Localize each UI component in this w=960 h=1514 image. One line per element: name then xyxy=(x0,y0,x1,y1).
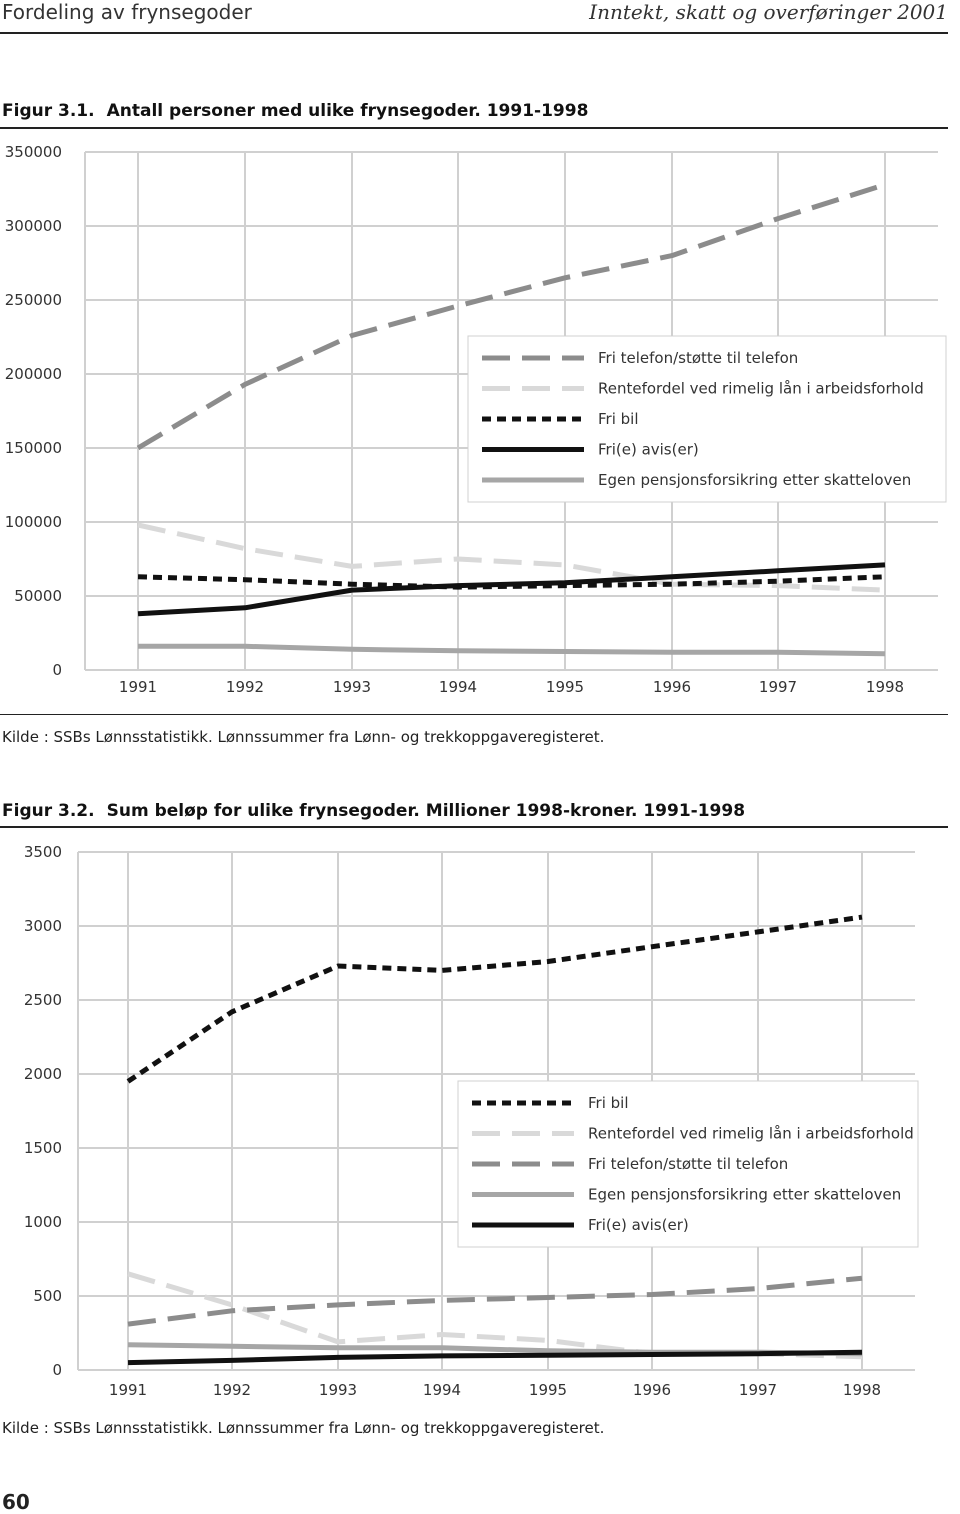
legend-label-4: Egen pensjonsforsikring etter skatteloven xyxy=(598,471,912,489)
page-header xyxy=(0,0,948,34)
legend-label-1: Rentefordel ved rimelig lån i arbeidsforhold xyxy=(588,1124,914,1143)
y-tick-label: 50000 xyxy=(14,587,62,605)
y-tick-label: 2500 xyxy=(23,991,62,1009)
x-tick-label: 1991 xyxy=(108,1381,148,1399)
y-tick-label: 350000 xyxy=(4,143,62,161)
legend-label-2: Fri telefon/støtte til telefon xyxy=(588,1155,789,1173)
page-number: 60 xyxy=(2,1490,30,1514)
x-tick-label: 1992 xyxy=(212,1381,252,1399)
x-tick-label: 1998 xyxy=(842,1381,882,1399)
y-tick-label: 3500 xyxy=(23,843,62,861)
x-tick-label: 1994 xyxy=(438,678,478,696)
x-tick-label: 1993 xyxy=(332,678,372,696)
figure-1-source: Kilde : SSBs Lønnsstatistikk. Lønnssummer fra Lønn- og trekkoppgaveregisteret. xyxy=(2,728,605,746)
legend-label-0: Fri telefon/støtte til telefon xyxy=(598,349,799,367)
legend-label-3: Egen pensjonsforsikring etter skatteloven xyxy=(588,1185,902,1204)
y-tick-label: 100000 xyxy=(4,513,62,531)
figure-2-chart xyxy=(0,840,960,1410)
figure-1-source-rule xyxy=(0,714,948,715)
y-tick-label: 3000 xyxy=(23,917,62,935)
figure-2-source: Kilde : SSBs Lønnsstatistikk. Lønnssummer fra Lønn- og trekkoppgaveregisteret. xyxy=(2,1419,605,1437)
x-tick-label: 1998 xyxy=(865,678,905,696)
header-left: Fordeling av frynsegoder xyxy=(2,0,252,24)
series-line-4 xyxy=(128,1352,862,1362)
figure-2-number: Figur 3.2. xyxy=(2,801,95,821)
figure-1-title xyxy=(2,101,588,121)
y-tick-label: 500 xyxy=(33,1287,62,1305)
legend-label-3: Fri(e) avis(er) xyxy=(598,440,699,459)
legend-label-0: Fri bil xyxy=(588,1094,629,1112)
x-tick-label: 1995 xyxy=(528,1381,568,1399)
x-tick-label: 1995 xyxy=(545,678,585,696)
x-tick-label: 1994 xyxy=(422,1381,462,1399)
figure-2-title-rule xyxy=(0,826,948,828)
y-tick-label: 300000 xyxy=(4,217,62,235)
x-tick-label: 1997 xyxy=(738,1381,778,1399)
y-tick-label: 200000 xyxy=(4,365,62,383)
legend-label-2: Fri bil xyxy=(598,410,639,428)
y-tick-label: 250000 xyxy=(4,291,62,309)
figure-1-chart xyxy=(0,140,960,710)
y-tick-label: 0 xyxy=(52,1361,62,1379)
legend-label-1: Rentefordel ved rimelig lån i arbeidsforhold xyxy=(598,379,924,398)
figure-1-title-text: Antall personer med ulike frynsegoder. 1991-1998 xyxy=(106,101,589,121)
x-tick-label: 1993 xyxy=(318,1381,358,1399)
y-tick-label: 0 xyxy=(52,661,62,679)
x-tick-label: 1996 xyxy=(652,678,692,696)
figure-1-title-rule xyxy=(0,127,948,129)
series-line-2 xyxy=(128,1278,862,1324)
series-line-4 xyxy=(138,646,885,653)
figure-2-title xyxy=(2,801,745,821)
y-tick-label: 1500 xyxy=(23,1139,62,1157)
legend-label-4: Fri(e) avis(er) xyxy=(588,1216,689,1234)
x-tick-label: 1991 xyxy=(118,678,158,696)
figure-2-title-text: Sum beløp for ulike frynsegoder. Millioner 1998-kroner. 1991-1998 xyxy=(106,801,746,821)
series-line-3 xyxy=(138,565,885,614)
x-tick-label: 1996 xyxy=(632,1381,672,1399)
y-tick-label: 2000 xyxy=(23,1065,62,1083)
x-tick-label: 1992 xyxy=(225,678,265,696)
figure-1-number: Figur 3.1. xyxy=(2,101,95,121)
y-tick-label: 1000 xyxy=(23,1213,62,1231)
y-tick-label: 150000 xyxy=(4,439,62,457)
header-right: Inntekt, skatt og overføringer 2001 xyxy=(589,0,948,24)
x-tick-label: 1997 xyxy=(758,678,798,696)
